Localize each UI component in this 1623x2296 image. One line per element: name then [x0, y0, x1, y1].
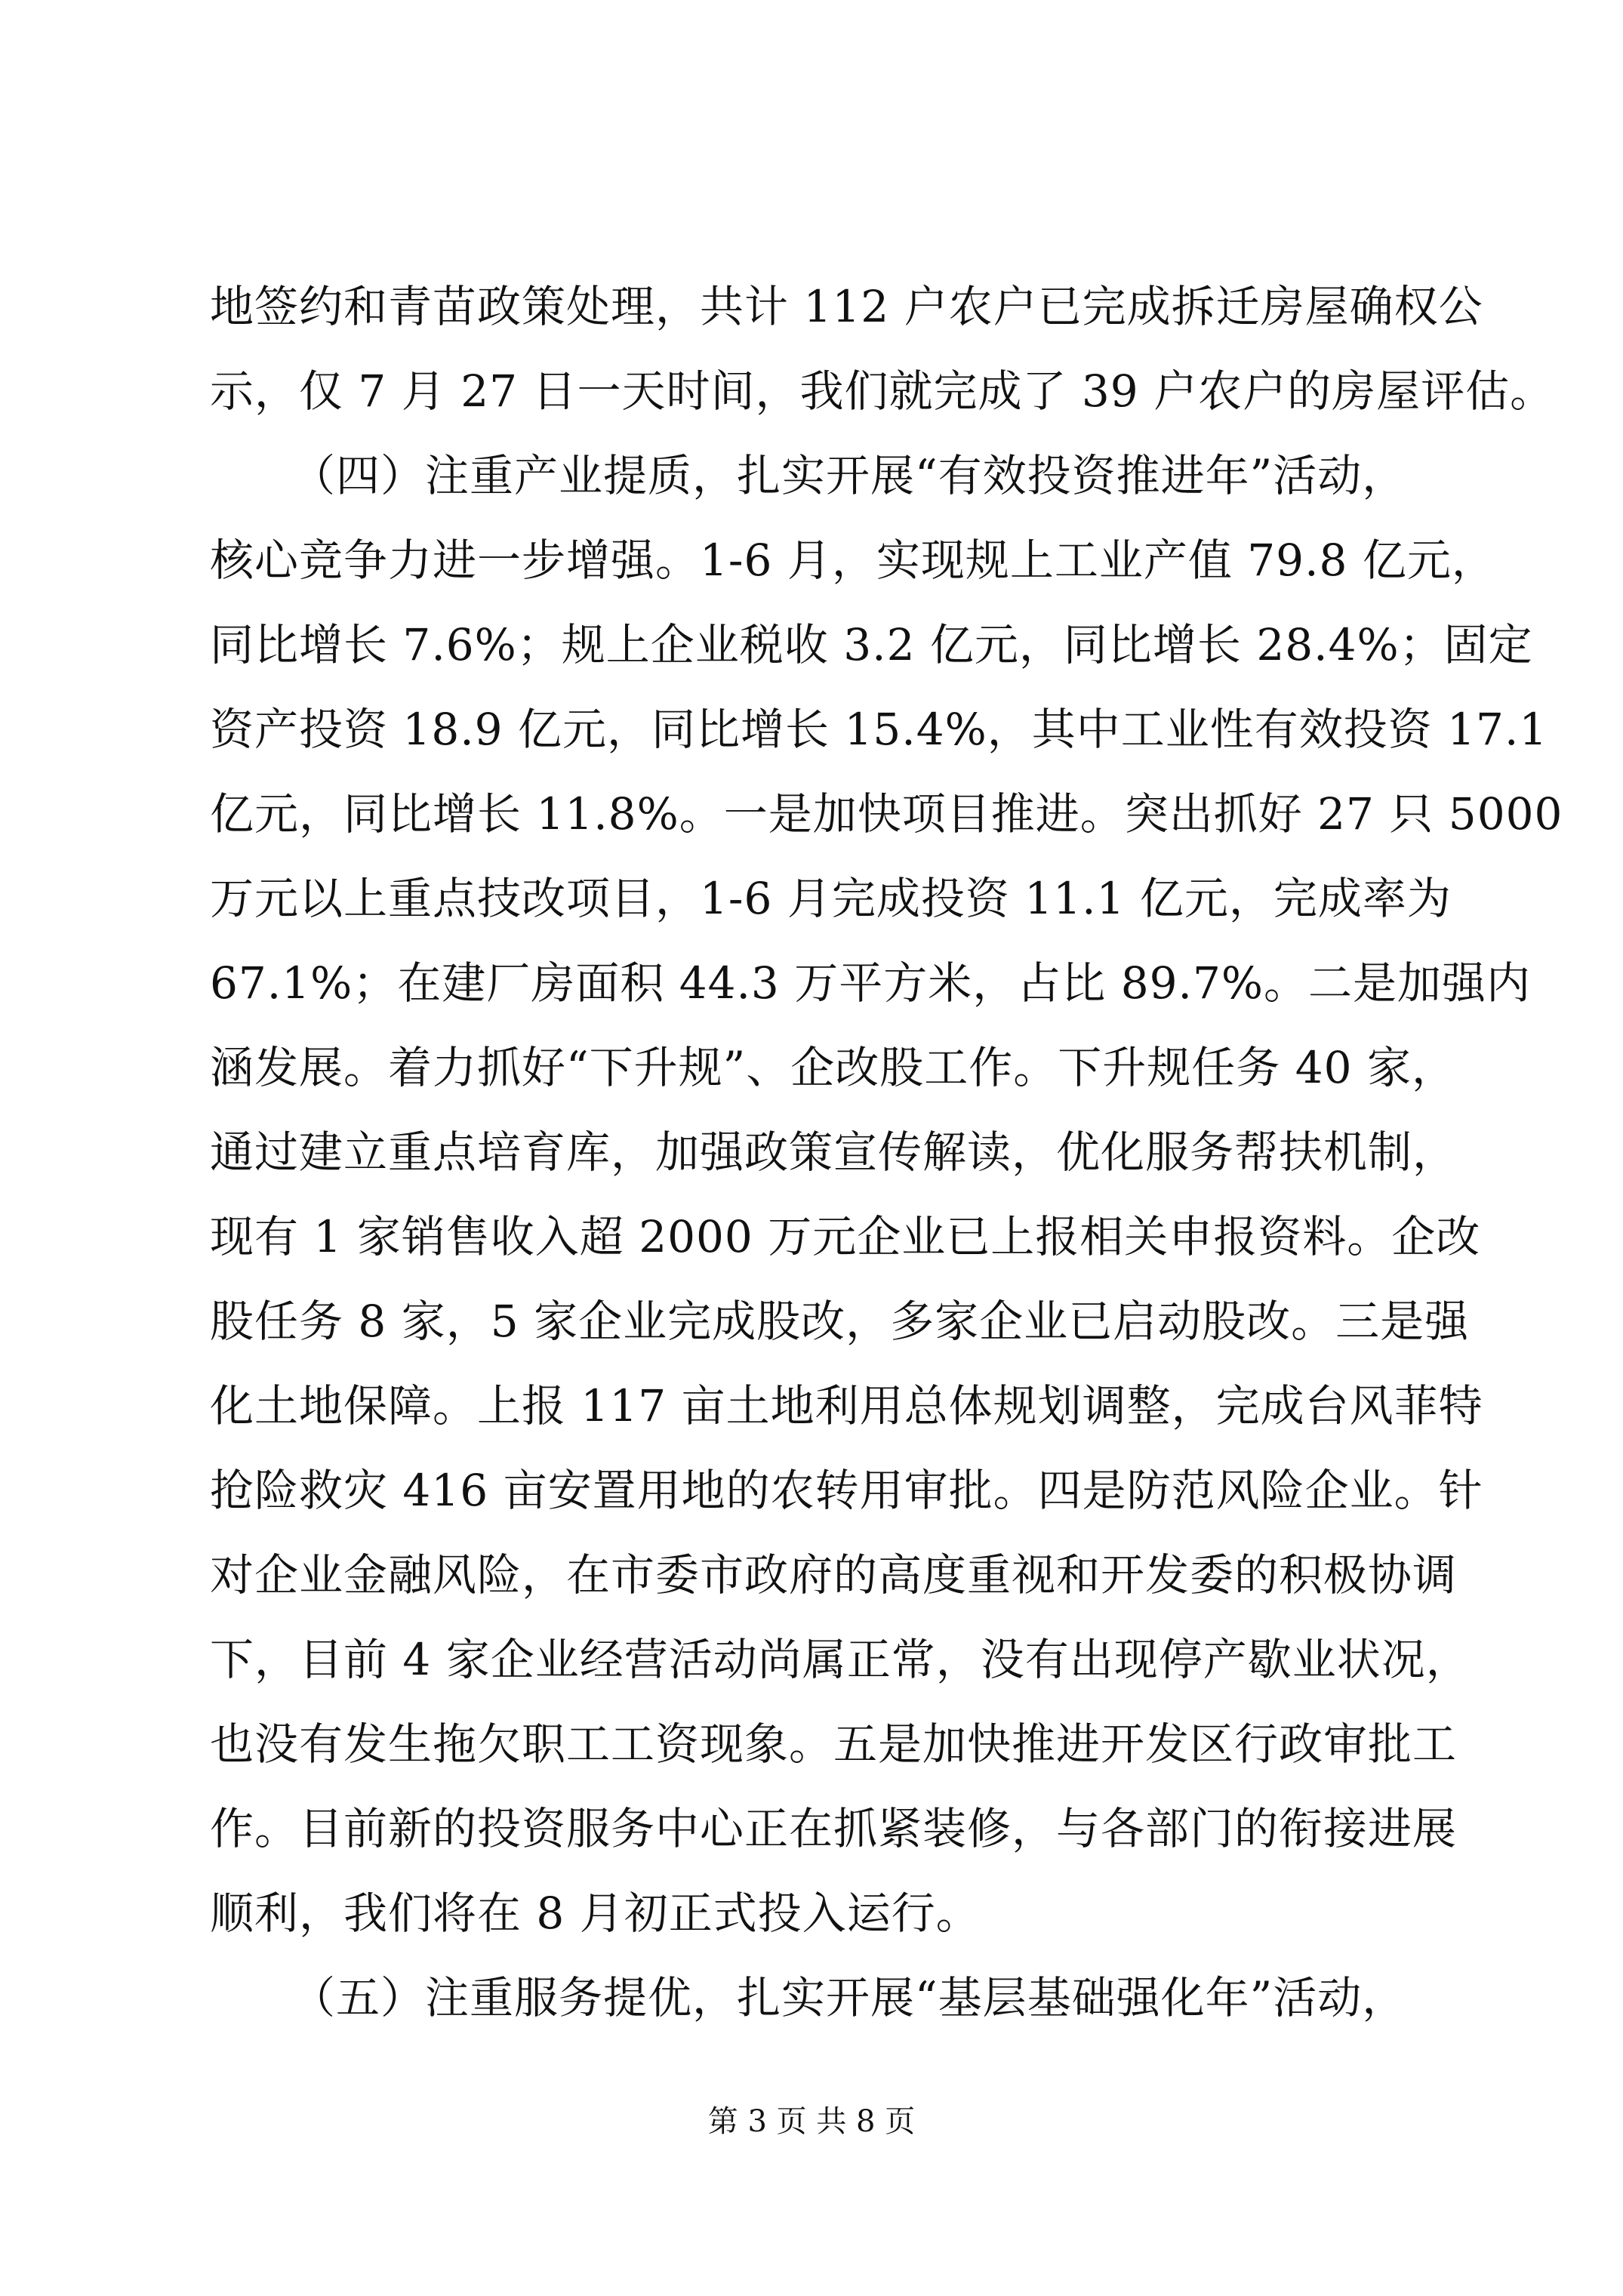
text-line: 下，目前 4 家企业经营活动尚属正常，没有出现停产歇业状况， [210, 1634, 1471, 1685]
text-line: 核心竞争力进一步增强。1-6 月，实现规上工业产值 79.8 亿元， [210, 535, 1496, 586]
text-line: 资产投资 18.9 亿元，同比增长 15.4%，其中工业性有效投资 17.1 [210, 704, 1548, 755]
text-line: 涵发展。着力抓好“下升规”、企改股工作。下升规任务 40 家， [210, 1042, 1456, 1093]
text-line: 万元以上重点技改项目，1-6 月完成投资 11.1 亿元，完成率为 [210, 873, 1452, 924]
text-line: 化土地保障。上报 117 亩土地利用总体规划调整，完成台风菲特 [210, 1380, 1483, 1432]
text-line: 通过建立重点培育库，加强政策宣传解读，优化服务帮扶机制， [210, 1126, 1458, 1178]
paragraph-heading: （五）注重服务提优，扎实开展“基层基础强化年”活动， [291, 1972, 1407, 2023]
text-line: 示，仅 7 月 27 日一天时间，我们就完成了 39 户农户的房屋评估。 [210, 365, 1555, 417]
text-line: 顺利，我们将在 8 月初正式投入运行。 [210, 1888, 981, 1939]
text-line: 股任务 8 家，5 家企业完成股改，多家企业已启动股改。三是强 [210, 1296, 1470, 1347]
text-line: 作。目前新的投资服务中心正在抓紧装修，与各部门的衔接进展 [210, 1803, 1458, 1854]
text-line: 现有 1 家销售收入超 2000 万元企业已上报相关申报资料。企改 [210, 1211, 1481, 1262]
text-line: 抢险救灾 416 亩安置用地的农转用审批。四是防范风险企业。针 [210, 1465, 1483, 1516]
text-line: 对企业金融风险，在市委市政府的高度重视和开发委的积极协调 [210, 1549, 1458, 1601]
text-line: 亿元，同比增长 11.8%。一是加快项目推进。突出抓好 27 只 5000 [210, 788, 1563, 840]
text-line: 也没有发生拖欠职工工资现象。五是加快推进开发区行政审批工 [210, 1718, 1458, 1770]
text-line: 同比增长 7.6%；规上企业税收 3.2 亿元，同比增长 28.4%；固定 [210, 619, 1533, 670]
page-footer: 第 3 页 共 8 页 [707, 2104, 916, 2139]
text-line: 67.1%；在建厂房面积 44.3 万平方米，占比 89.7%。二是加强内 [210, 957, 1531, 1009]
text-line: 地签约和青苗政策处理，共计 112 户农户已完成拆迁房屋确权公 [210, 281, 1483, 332]
body-text [210, 264, 1563, 2040]
paragraph-heading: （四）注重产业提质，扎实开展“有效投资推进年”活动， [291, 450, 1407, 501]
